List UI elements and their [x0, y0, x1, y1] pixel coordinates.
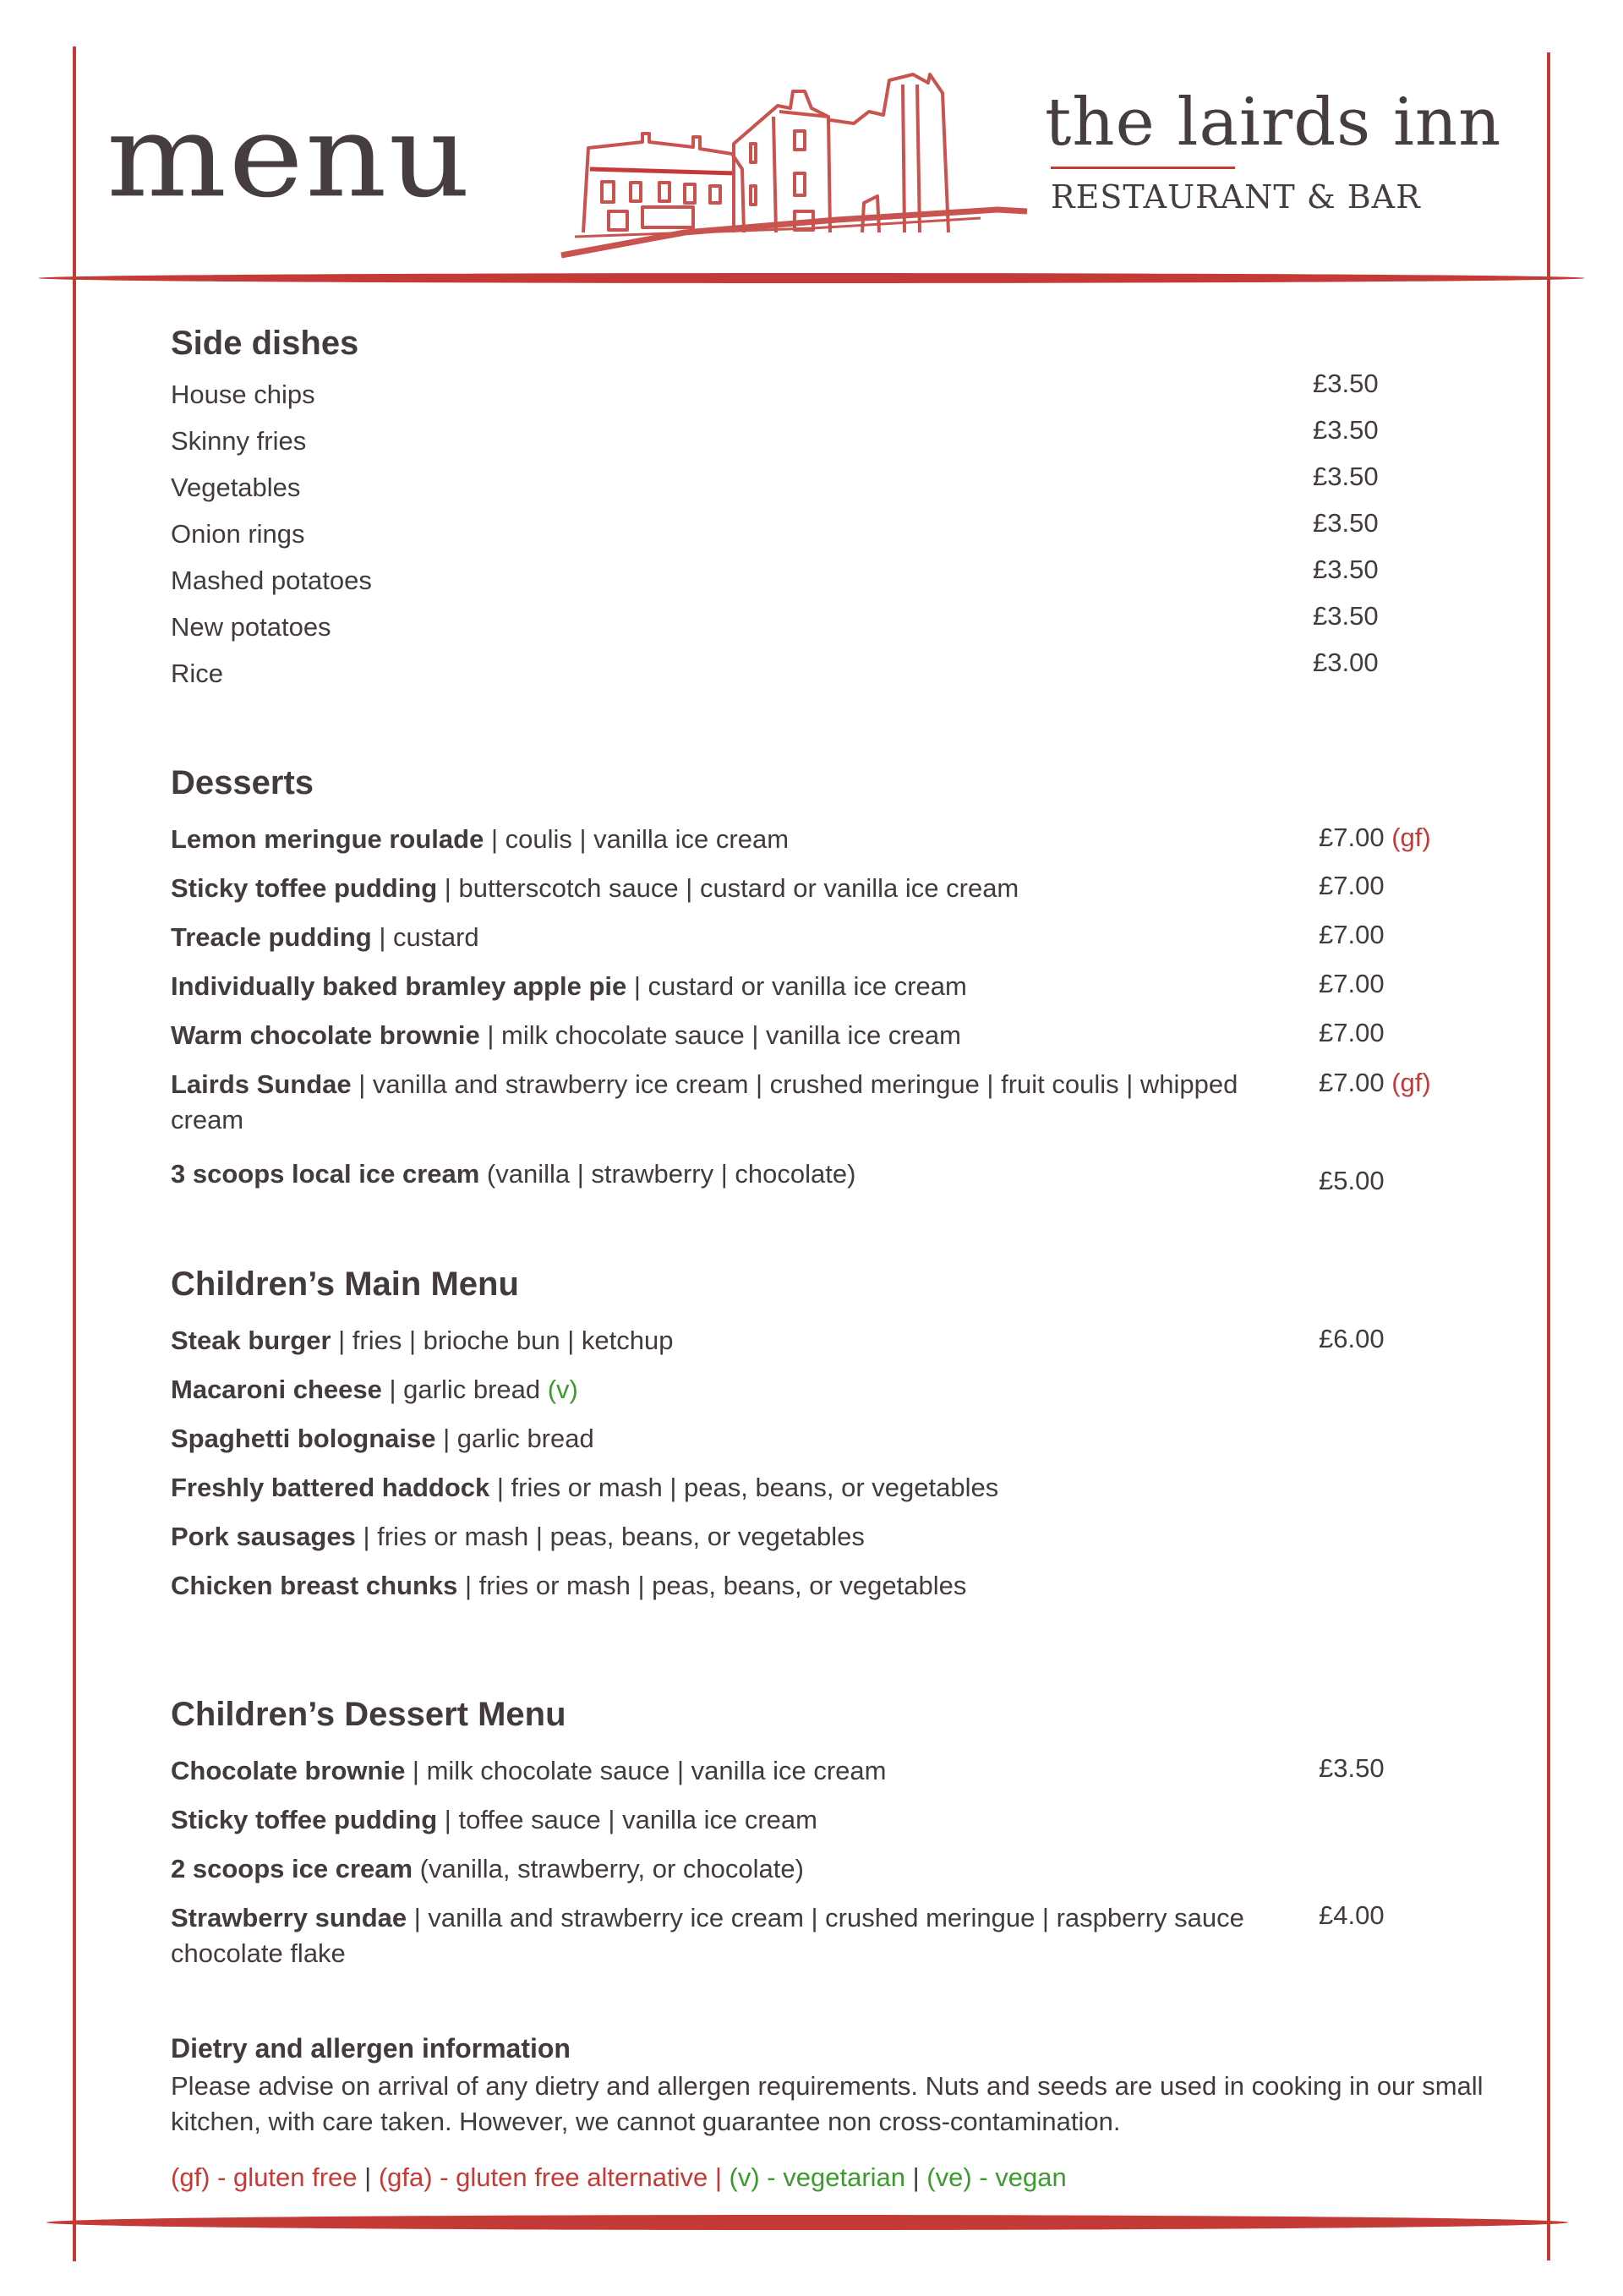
menu-item: [171, 871, 1019, 906]
item-name: House chips: [171, 380, 315, 409]
menu-item: [171, 377, 315, 413]
item-price: £3.50: [1313, 462, 1379, 491]
item-price-row: [1319, 1065, 1431, 1101]
menu-wordmark: menu: [107, 90, 473, 223]
item-price: £3.00: [1313, 648, 1379, 677]
item-price: £3.50: [1319, 1753, 1385, 1783]
menu-item: [171, 1470, 998, 1506]
legend-vegetarian: (v) - vegetarian: [729, 2162, 906, 2192]
item-name: Treacle pudding: [171, 922, 372, 952]
menu-item: [171, 1851, 804, 1887]
legend-gluten-free: (gf) - gluten free: [171, 2162, 358, 2192]
item-price: £7.00: [1319, 871, 1385, 900]
item-name: Skinny fries: [171, 426, 307, 456]
brand-underline: [1051, 167, 1235, 169]
menu-item: [171, 424, 306, 459]
item-name: Strawberry sundae: [171, 1903, 407, 1932]
item-name: 3 scoops local ice cream: [171, 1159, 480, 1189]
menu-item: [171, 969, 967, 1004]
item-name: Macaroni cheese: [171, 1375, 382, 1404]
allergen-title: Dietry and allergen information: [171, 2033, 571, 2064]
item-price: £7.00: [1319, 920, 1385, 949]
item-name: Warm chocolate brownie: [171, 1020, 480, 1050]
item-name: Sticky toffee pudding: [171, 873, 438, 903]
item-price: £3.50: [1313, 508, 1379, 538]
legend-separator: |: [905, 2162, 927, 2192]
item-name: Rice: [171, 659, 224, 688]
item-name: 2 scoops ice cream: [171, 1854, 413, 1883]
item-description: | vanilla and strawberry ice cream | crushed meringue | fruit coulis | whipped cream: [171, 1069, 1238, 1134]
menu-item: [171, 656, 223, 692]
frame-left-border: [73, 46, 76, 2261]
childrens-main-price: £6.00: [1319, 1324, 1385, 1353]
legend-vegan: (ve) - vegan: [926, 2162, 1067, 2192]
item-price: £3.50: [1313, 415, 1379, 445]
item-price: £3.50: [1313, 369, 1379, 398]
menu-item: [171, 1900, 1295, 1971]
item-name: Individually baked bramley apple pie: [171, 971, 627, 1001]
section-title-desserts: Desserts: [171, 764, 314, 801]
item-price-row: [1319, 820, 1431, 856]
item-description: | milk chocolate sauce | vanilla ice cream: [405, 1756, 887, 1785]
item-description: (vanilla, strawberry, or chocolate): [413, 1854, 804, 1883]
item-name: New potatoes: [171, 612, 331, 642]
item-name: Chocolate brownie: [171, 1756, 406, 1785]
item-description: | fries or mash | peas, beans, or vegetables: [489, 1473, 999, 1502]
item-price: £4.00: [1319, 1900, 1385, 1930]
menu-item: [171, 1018, 961, 1053]
item-name: Onion rings: [171, 519, 305, 549]
item-name: Vegetables: [171, 473, 301, 502]
item-description: | fries or mash | peas, beans, or vegetables: [457, 1571, 967, 1600]
item-description: | garlic bread: [381, 1375, 548, 1404]
item-description: | coulis | vanilla ice cream: [484, 824, 790, 854]
menu-item: [171, 470, 300, 506]
menu-item: [171, 1519, 865, 1555]
menu-item: [171, 920, 479, 955]
menu-item: [171, 1753, 886, 1789]
dietary-legend: [171, 2160, 1067, 2195]
item-price: £7.00: [1319, 1018, 1385, 1047]
inn-building-sketch-icon: [558, 59, 1031, 266]
menu-item: [171, 563, 372, 599]
menu-item: [171, 1421, 594, 1457]
item-description: | custard or vanilla ice cream: [626, 971, 967, 1001]
legend-separator: |: [708, 2162, 730, 2192]
gluten-free-tag: (gf): [1391, 823, 1431, 852]
item-name: Chicken breast chunks: [171, 1571, 458, 1600]
item-description: | custard: [371, 922, 479, 952]
item-name: Freshly battered haddock: [171, 1473, 490, 1502]
brand-name: the lairds inn: [1045, 85, 1502, 161]
item-name: Mashed potatoes: [171, 566, 372, 595]
vegetarian-tag: (v): [547, 1375, 578, 1404]
item-price: £7.00: [1319, 969, 1385, 998]
brand-subtitle: RESTAURANT & BAR: [1051, 178, 1421, 216]
item-description: | toffee sauce | vanilla ice cream: [437, 1805, 817, 1834]
item-description: | fries | brioche bun | ketchup: [331, 1326, 674, 1355]
item-price: £5.00: [1319, 1166, 1385, 1195]
item-price: £7.00: [1319, 823, 1385, 852]
menu-item: [171, 1372, 578, 1408]
item-name: Steak burger: [171, 1326, 331, 1355]
menu-item: [171, 1802, 817, 1838]
menu-item: [171, 822, 789, 857]
gluten-free-tag: (gf): [1391, 1068, 1431, 1097]
footer-divider: [46, 2215, 1568, 2230]
menu-item: [171, 1323, 674, 1358]
section-title-childrens-dessert: Children’s Dessert Menu: [171, 1696, 566, 1733]
legend-gluten-free-alternative: (gfa) - gluten free alternative: [378, 2162, 708, 2192]
item-description: (vanilla | strawberry | chocolate): [479, 1159, 856, 1189]
menu-item: [171, 1156, 855, 1192]
item-price: £3.50: [1313, 601, 1379, 631]
section-title-side-dishes: Side dishes: [171, 325, 359, 362]
item-name: Pork sausages: [171, 1522, 356, 1551]
menu-item: [171, 1067, 1303, 1138]
item-name: Spaghetti bolognaise: [171, 1424, 436, 1453]
item-price: £7.00: [1319, 1068, 1385, 1097]
allergen-body: Please advise on arrival of any dietry and allergen requirements. Nuts and seeds are used in cooking in our small kitchen, with care taken. However, we cannot guarantee non cross-contamination.: [171, 2071, 1484, 2136]
item-description: | vanilla and strawberry ice cream | crushed meringue | raspberry sauce chocolate flake: [171, 1903, 1244, 1968]
item-name: Lemon meringue roulade: [171, 824, 484, 854]
item-name: Sticky toffee pudding: [171, 1805, 438, 1834]
item-description: | butterscotch sauce | custard or vanilla ice cream: [437, 873, 1019, 903]
item-description: | garlic bread: [435, 1424, 594, 1453]
header-divider: [38, 273, 1585, 283]
menu-item: [171, 610, 331, 645]
menu-item: [171, 517, 305, 552]
menu-item: [171, 1568, 966, 1604]
item-name: Lairds Sundae: [171, 1069, 352, 1099]
frame-right-border: [1547, 52, 1550, 2260]
legend-separator: |: [357, 2162, 379, 2192]
item-description: | milk chocolate sauce | vanilla ice cream: [479, 1020, 961, 1050]
section-title-childrens-main: Children’s Main Menu: [171, 1266, 519, 1303]
item-price: £3.50: [1313, 555, 1379, 584]
item-description: | fries or mash | peas, beans, or vegetables: [355, 1522, 865, 1551]
